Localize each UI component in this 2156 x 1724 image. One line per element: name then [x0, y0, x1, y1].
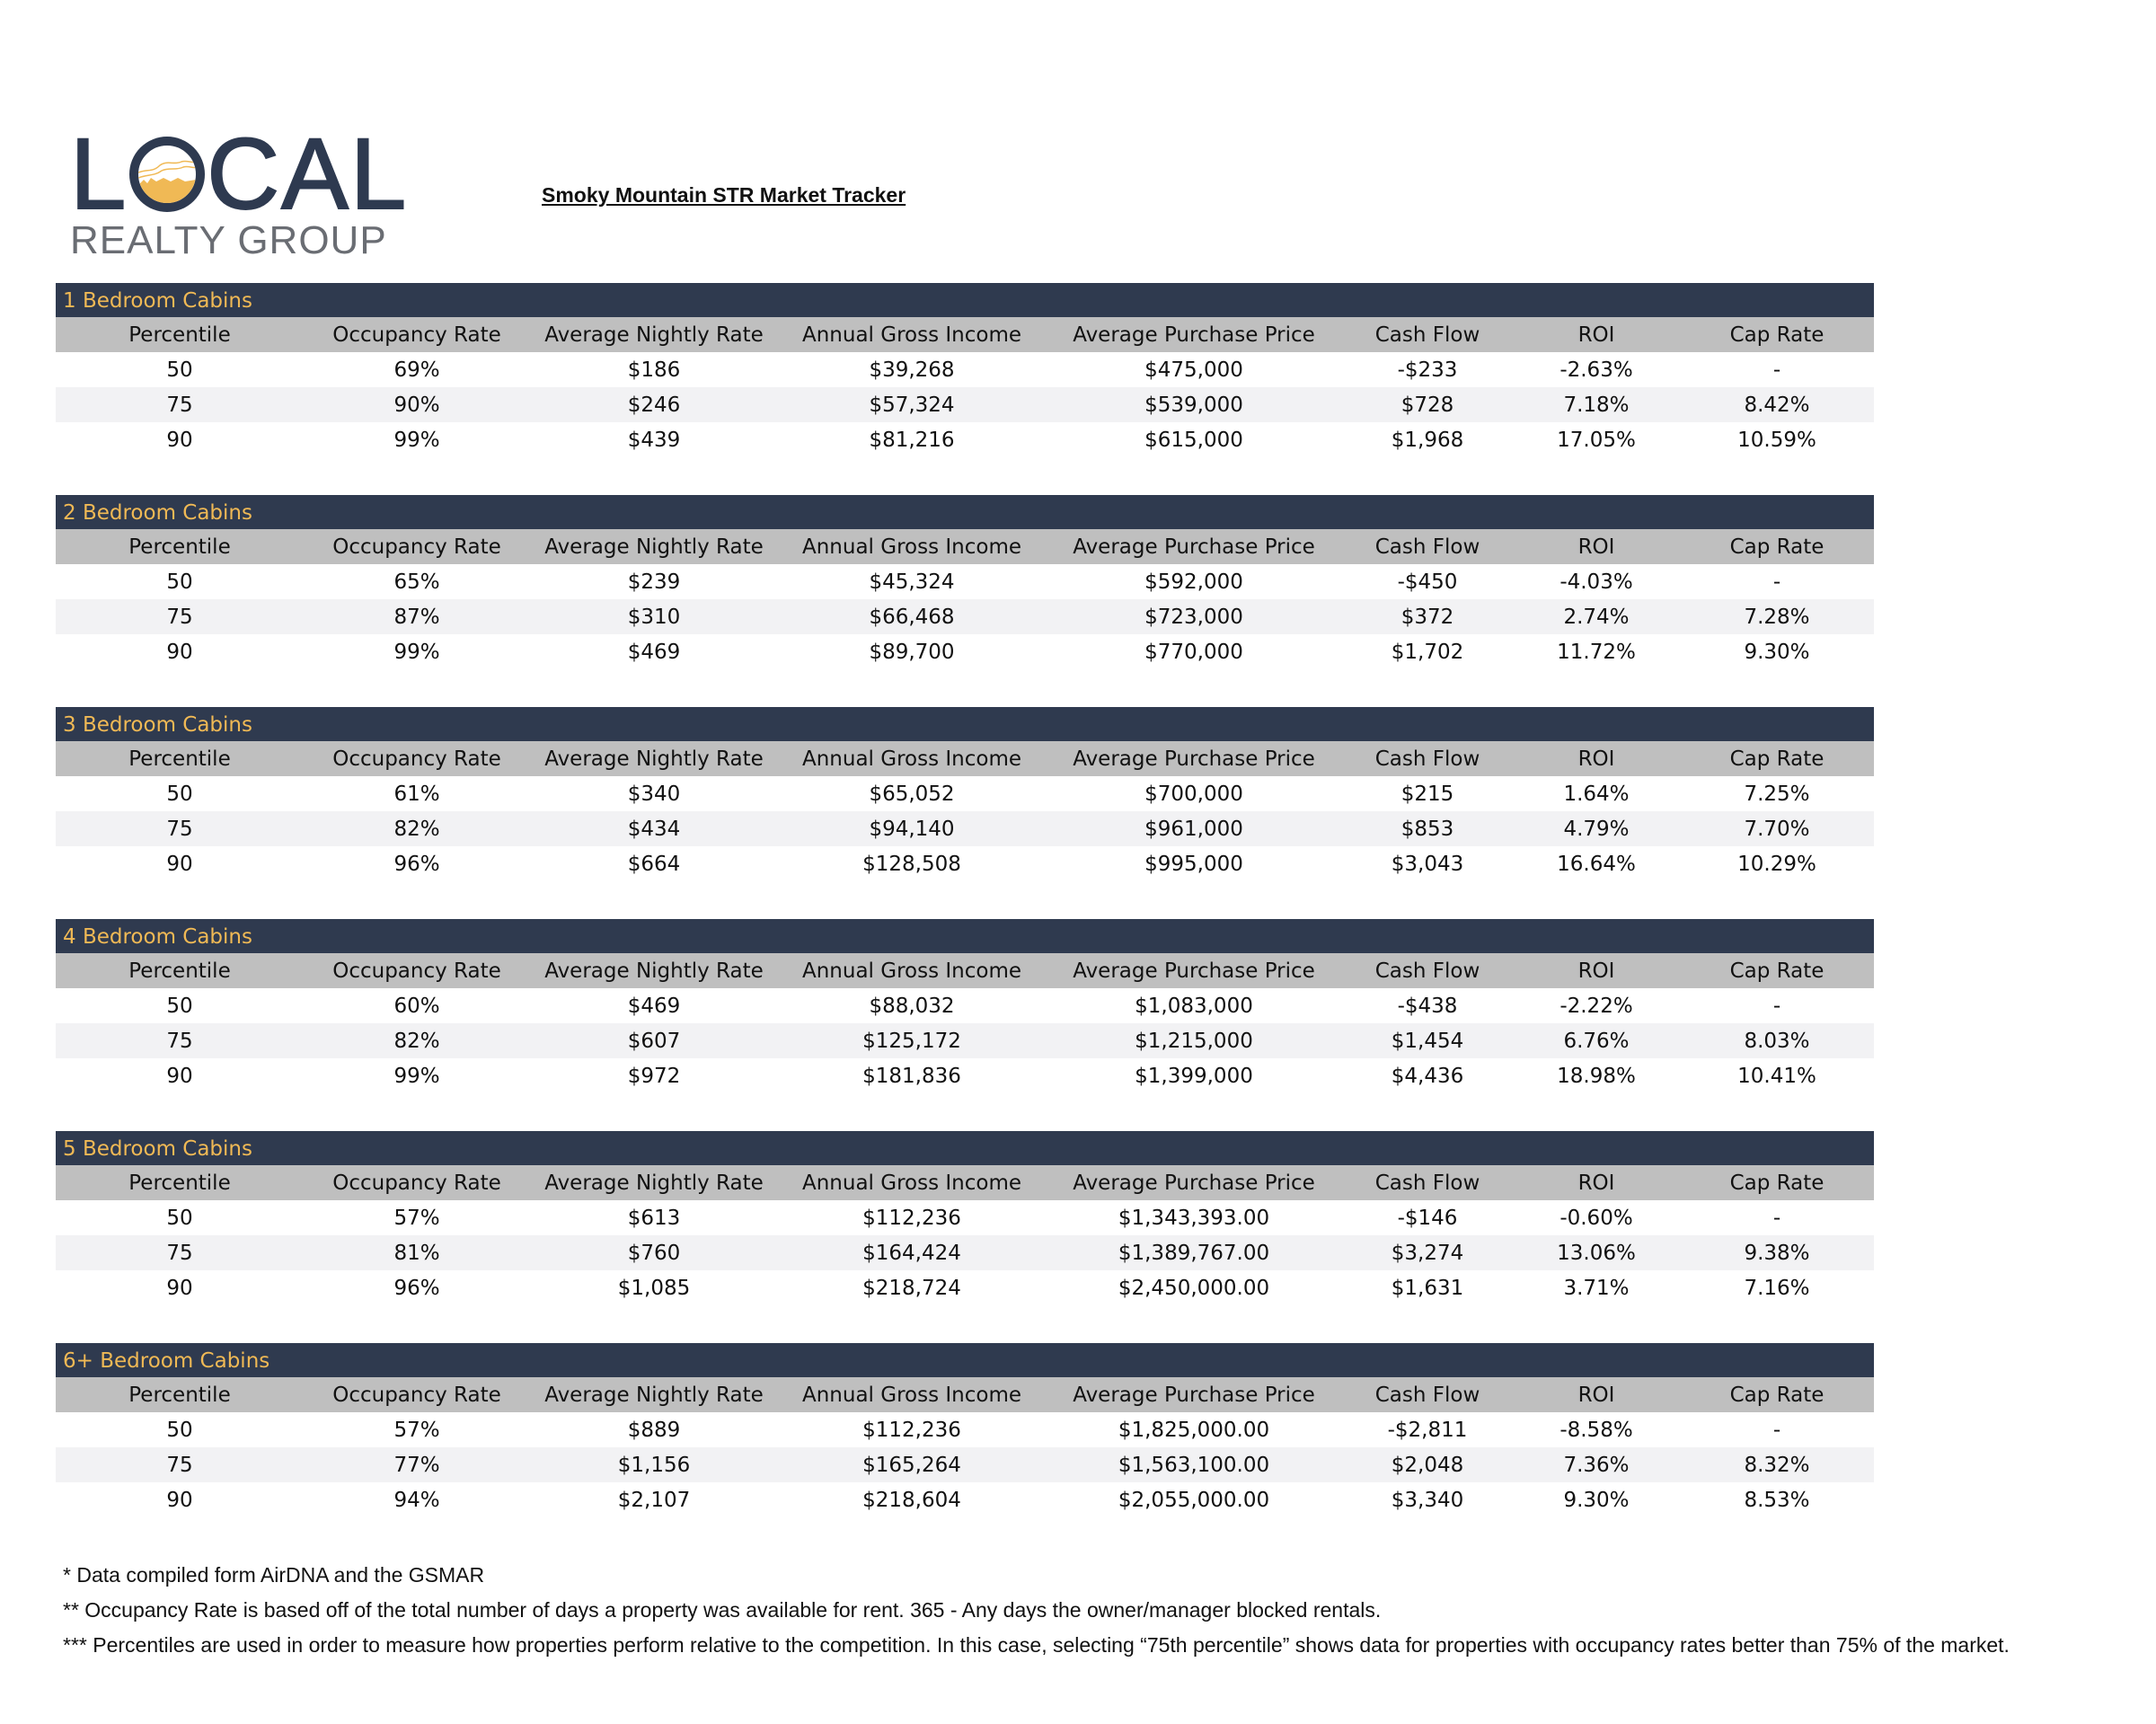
logo-wordmark: [70, 118, 409, 230]
table-cell: $88,032: [869, 994, 955, 1018]
table-cell: $218,604: [862, 1488, 961, 1512]
table-cell: $1,215,000: [1135, 1029, 1253, 1053]
table-cell: $340: [627, 782, 681, 806]
footnote-1: * Data compiled form AirDNA and the GSMAR: [63, 1563, 485, 1587]
table-row: [56, 599, 1874, 634]
table-cell: 77%: [393, 1453, 440, 1477]
table-cell: 75: [166, 1241, 193, 1265]
logo-letter-l: L: [70, 118, 128, 230]
table-cell: 18.98%: [1557, 1064, 1636, 1088]
table-cell: $439: [627, 428, 681, 452]
column-header: Average Purchase Price: [1073, 1171, 1315, 1195]
table-cell: 82%: [393, 817, 440, 841]
column-header: ROI: [1577, 323, 1615, 347]
table-cell: 90: [166, 640, 193, 664]
column-header: Average Purchase Price: [1073, 323, 1315, 347]
table-cell: $469: [627, 640, 681, 664]
table-cell: 81%: [393, 1241, 440, 1265]
column-header: Percentile: [128, 323, 231, 347]
table-row: [56, 634, 1874, 669]
table-cell: $45,324: [869, 570, 955, 594]
table-cell: $3,340: [1391, 1488, 1464, 1512]
section-table: [56, 1131, 1874, 1305]
table-cell: 16.64%: [1557, 852, 1636, 876]
table-row: [56, 1412, 1874, 1447]
table-cell: $39,268: [869, 358, 955, 382]
table-row: [56, 811, 1874, 846]
column-header: Cap Rate: [1729, 1171, 1825, 1195]
column-header: Annual Gross Income: [801, 747, 1021, 771]
header-row: [56, 953, 1874, 988]
column-header: Cash Flow: [1374, 959, 1480, 983]
table-cell: $310: [627, 605, 681, 629]
section-table: [56, 1343, 1874, 1517]
table-cell: 10.41%: [1737, 1064, 1816, 1088]
header-row: [56, 741, 1874, 776]
table-cell: -$450: [1397, 570, 1458, 594]
table-cell: $186: [627, 358, 681, 382]
table-cell: $128,508: [862, 852, 961, 876]
table-cell: 87%: [393, 605, 440, 629]
section-title: 1 Bedroom Cabins: [56, 283, 1874, 317]
column-header: Percentile: [128, 747, 231, 771]
column-header: Average Purchase Price: [1073, 959, 1315, 983]
table-cell: $889: [627, 1418, 681, 1442]
table-cell: $434: [627, 817, 681, 841]
table-cell: 75: [166, 1029, 193, 1053]
document-title: Smoky Mountain STR Market Tracker: [542, 183, 906, 207]
table-cell: $1,825,000.00: [1118, 1418, 1270, 1442]
section-table: [56, 495, 1874, 669]
column-header: ROI: [1577, 959, 1615, 983]
header-row: [56, 317, 1874, 352]
section-title: 6+ Bedroom Cabins: [56, 1343, 1874, 1377]
table-row: [56, 776, 1874, 811]
table-cell: 99%: [393, 640, 440, 664]
header-row: [56, 529, 1874, 564]
table-cell: 82%: [393, 1029, 440, 1053]
table-cell: $700,000: [1144, 782, 1243, 806]
header-row: [56, 1165, 1874, 1200]
column-header: Annual Gross Income: [801, 1383, 1021, 1407]
table-cell: $66,468: [869, 605, 955, 629]
column-header: Average Nightly Rate: [544, 323, 764, 347]
column-header: Cap Rate: [1729, 959, 1825, 983]
table-cell: 65%: [393, 570, 440, 594]
table-cell: $961,000: [1144, 817, 1243, 841]
column-header: ROI: [1577, 1383, 1615, 1407]
table-cell: 90: [166, 1488, 193, 1512]
column-header: Average Nightly Rate: [544, 747, 764, 771]
table-cell: 8.42%: [1744, 393, 1810, 417]
table-cell: 99%: [393, 1064, 440, 1088]
column-header: Occupancy Rate: [332, 323, 501, 347]
section-title: 3 Bedroom Cabins: [56, 707, 1874, 741]
table-cell: 10.29%: [1737, 852, 1816, 876]
column-header: Occupancy Rate: [332, 747, 501, 771]
table-cell: $539,000: [1144, 393, 1243, 417]
table-cell: 9.30%: [1744, 640, 1810, 664]
table-cell: $165,264: [862, 1453, 961, 1477]
table-cell: -2.22%: [1560, 994, 1633, 1018]
table-cell: 6.76%: [1563, 1029, 1630, 1053]
table-cell: 13.06%: [1557, 1241, 1636, 1265]
column-header: Cash Flow: [1374, 323, 1480, 347]
table-cell: 75: [166, 393, 193, 417]
column-header: Occupancy Rate: [332, 535, 501, 559]
table-cell: $469: [627, 994, 681, 1018]
table-cell: $372: [1401, 605, 1454, 629]
table-cell: -$2,811: [1387, 1418, 1468, 1442]
table-cell: $181,836: [862, 1064, 961, 1088]
table-cell: $1,156: [617, 1453, 691, 1477]
table-cell: 57%: [393, 1206, 440, 1230]
table-cell: 9.30%: [1563, 1488, 1630, 1512]
table-row: [56, 1200, 1874, 1235]
column-header: Cash Flow: [1374, 535, 1480, 559]
table-cell: 17.05%: [1557, 428, 1636, 452]
section-title: 5 Bedroom Cabins: [56, 1131, 1874, 1165]
company-logo: [70, 118, 409, 262]
column-header: Average Purchase Price: [1073, 535, 1315, 559]
table-row: [56, 564, 1874, 599]
table-cell: 9.38%: [1744, 1241, 1810, 1265]
table-cell: $1,399,000: [1135, 1064, 1253, 1088]
column-header: ROI: [1577, 1171, 1615, 1195]
table-row: [56, 387, 1874, 422]
table-cell: -2.63%: [1560, 358, 1633, 382]
footnote-2: ** Occupancy Rate is based off of the total number of days a property was available for rent. 365 - Any days the owner/manager blocked rentals.: [63, 1598, 1382, 1622]
column-header: Percentile: [128, 1383, 231, 1407]
table-cell: 50: [166, 1418, 193, 1442]
table-cell: $3,274: [1391, 1241, 1464, 1265]
table-cell: 3.71%: [1563, 1276, 1630, 1300]
data-table: [56, 741, 1874, 881]
table-cell: -$438: [1397, 994, 1458, 1018]
table-cell: $3,043: [1391, 852, 1464, 876]
table-cell: 96%: [393, 1276, 440, 1300]
table-cell: $760: [627, 1241, 681, 1265]
column-header: Average Nightly Rate: [544, 535, 764, 559]
section-title: 4 Bedroom Cabins: [56, 919, 1874, 953]
table-cell: 90: [166, 852, 193, 876]
table-cell: $2,055,000.00: [1118, 1488, 1270, 1512]
table-cell: -8.58%: [1560, 1418, 1633, 1442]
table-cell: $615,000: [1144, 428, 1243, 452]
column-header: Cap Rate: [1729, 747, 1825, 771]
table-cell: $1,083,000: [1135, 994, 1253, 1018]
column-header: Annual Gross Income: [801, 1171, 1021, 1195]
column-header: Cap Rate: [1729, 1383, 1825, 1407]
column-header: Cap Rate: [1729, 323, 1825, 347]
table-cell: 57%: [393, 1418, 440, 1442]
table-cell: $112,236: [862, 1418, 961, 1442]
table-cell: $1,968: [1391, 428, 1464, 452]
table-cell: $2,107: [617, 1488, 691, 1512]
table-cell: 69%: [393, 358, 440, 382]
column-header: Annual Gross Income: [801, 535, 1021, 559]
table-row: [56, 988, 1874, 1023]
column-header: ROI: [1577, 535, 1615, 559]
table-cell: $164,424: [862, 1241, 961, 1265]
table-cell: 94%: [393, 1488, 440, 1512]
table-cell: $853: [1401, 817, 1454, 841]
table-cell: 96%: [393, 852, 440, 876]
data-table: [56, 1377, 1874, 1517]
table-cell: -$146: [1397, 1206, 1458, 1230]
table-cell: $995,000: [1144, 852, 1243, 876]
table-cell: 75: [166, 1453, 193, 1477]
table-cell: $770,000: [1144, 640, 1243, 664]
table-cell: -4.03%: [1560, 570, 1633, 594]
table-cell: $94,140: [869, 817, 955, 841]
section-title: 2 Bedroom Cabins: [56, 495, 1874, 529]
table-cell: $239: [627, 570, 681, 594]
table-row: [56, 1270, 1874, 1305]
table-cell: $592,000: [1144, 570, 1243, 594]
table-cell: $89,700: [869, 640, 955, 664]
table-cell: 2.74%: [1563, 605, 1630, 629]
table-row: [56, 422, 1874, 457]
section-table: [56, 919, 1874, 1093]
column-header: Cap Rate: [1729, 535, 1825, 559]
table-cell: 90: [166, 428, 193, 452]
column-header: Average Nightly Rate: [544, 1383, 764, 1407]
section-table: [56, 707, 1874, 881]
logo-subtitle: REALTY GROUP: [70, 218, 387, 262]
table-cell: 99%: [393, 428, 440, 452]
table-cell: -: [1772, 994, 1781, 1018]
column-header: Average Purchase Price: [1073, 1383, 1315, 1407]
table-cell: 1.64%: [1563, 782, 1630, 806]
data-table: [56, 529, 1874, 669]
logo-letters-cal: CAL: [207, 118, 409, 230]
table-cell: $728: [1401, 393, 1454, 417]
column-header: Annual Gross Income: [801, 959, 1021, 983]
table-cell: $2,450,000.00: [1118, 1276, 1270, 1300]
table-cell: $125,172: [862, 1029, 961, 1053]
table-cell: $607: [627, 1029, 681, 1053]
table-cell: $4,436: [1391, 1064, 1464, 1088]
table-row: [56, 1482, 1874, 1517]
table-cell: $112,236: [862, 1206, 961, 1230]
table-cell: 10.59%: [1737, 428, 1816, 452]
column-header: Occupancy Rate: [332, 959, 501, 983]
column-header: Average Nightly Rate: [544, 1171, 764, 1195]
column-header: Occupancy Rate: [332, 1383, 501, 1407]
table-cell: 7.28%: [1744, 605, 1810, 629]
data-table: [56, 1165, 1874, 1305]
table-cell: 50: [166, 570, 193, 594]
table-cell: 90: [166, 1064, 193, 1088]
table-cell: $57,324: [869, 393, 955, 417]
data-table: [56, 953, 1874, 1093]
table-cell: 4.79%: [1563, 817, 1630, 841]
table-cell: $1,343,393.00: [1118, 1206, 1270, 1230]
table-cell: -: [1772, 570, 1781, 594]
table-cell: 61%: [393, 782, 440, 806]
column-header: Percentile: [128, 1171, 231, 1195]
table-row: [56, 1235, 1874, 1270]
column-header: Cash Flow: [1374, 747, 1480, 771]
column-header: Cash Flow: [1374, 1171, 1480, 1195]
table-cell: 7.25%: [1744, 782, 1810, 806]
section-table: [56, 283, 1874, 457]
footnotes: [63, 1561, 2010, 1667]
footnote-3: *** Percentiles are used in order to measure how properties perform relative to the competition. In this case, selecting “75th percentile” shows data for properties with occupancy rates better than 75% of the market.: [63, 1633, 2010, 1657]
table-cell: 60%: [393, 994, 440, 1018]
table-cell: $475,000: [1144, 358, 1243, 382]
table-cell: 50: [166, 994, 193, 1018]
table-cell: -0.60%: [1560, 1206, 1633, 1230]
table-cell: 8.32%: [1744, 1453, 1810, 1477]
table-cell: $218,724: [862, 1276, 961, 1300]
column-header: Average Nightly Rate: [544, 959, 764, 983]
table-row: [56, 352, 1874, 387]
data-table: [56, 317, 1874, 457]
table-cell: $1,563,100.00: [1118, 1453, 1270, 1477]
table-cell: $215: [1401, 782, 1454, 806]
table-cell: $81,216: [869, 428, 955, 452]
table-cell: 7.18%: [1563, 393, 1630, 417]
table-cell: $1,631: [1391, 1276, 1464, 1300]
column-header: Percentile: [128, 535, 231, 559]
table-cell: 75: [166, 817, 193, 841]
table-cell: 7.70%: [1744, 817, 1810, 841]
table-cell: 11.72%: [1557, 640, 1636, 664]
table-cell: 50: [166, 358, 193, 382]
column-header: Percentile: [128, 959, 231, 983]
table-cell: -: [1772, 1418, 1781, 1442]
table-row: [56, 1447, 1874, 1482]
table-cell: 90%: [393, 393, 440, 417]
column-header: Cash Flow: [1374, 1383, 1480, 1407]
table-cell: 50: [166, 782, 193, 806]
mountain-circle-icon: [129, 137, 205, 212]
table-cell: $972: [627, 1064, 681, 1088]
table-cell: $1,389,767.00: [1118, 1241, 1270, 1265]
table-row: [56, 1023, 1874, 1058]
table-cell: $613: [627, 1206, 681, 1230]
table-cell: $246: [627, 393, 681, 417]
table-cell: 50: [166, 1206, 193, 1230]
table-cell: -: [1772, 1206, 1781, 1230]
column-header: Annual Gross Income: [801, 323, 1021, 347]
table-cell: -$233: [1397, 358, 1458, 382]
column-header: Occupancy Rate: [332, 1171, 501, 1195]
table-cell: $664: [627, 852, 681, 876]
table-cell: -: [1772, 358, 1781, 382]
table-cell: 8.53%: [1744, 1488, 1810, 1512]
table-cell: $65,052: [869, 782, 955, 806]
table-cell: 90: [166, 1276, 193, 1300]
table-row: [56, 846, 1874, 881]
table-cell: $2,048: [1391, 1453, 1464, 1477]
table-cell: $1,702: [1391, 640, 1464, 664]
header-row: [56, 1377, 1874, 1412]
table-cell: 75: [166, 605, 193, 629]
table-cell: $1,454: [1391, 1029, 1464, 1053]
table-cell: $1,085: [617, 1276, 691, 1300]
table-cell: 7.36%: [1563, 1453, 1630, 1477]
table-cell: 7.16%: [1744, 1276, 1810, 1300]
column-header: Average Purchase Price: [1073, 747, 1315, 771]
column-header: ROI: [1577, 747, 1615, 771]
table-cell: 8.03%: [1744, 1029, 1810, 1053]
table-row: [56, 1058, 1874, 1093]
table-cell: $723,000: [1144, 605, 1243, 629]
